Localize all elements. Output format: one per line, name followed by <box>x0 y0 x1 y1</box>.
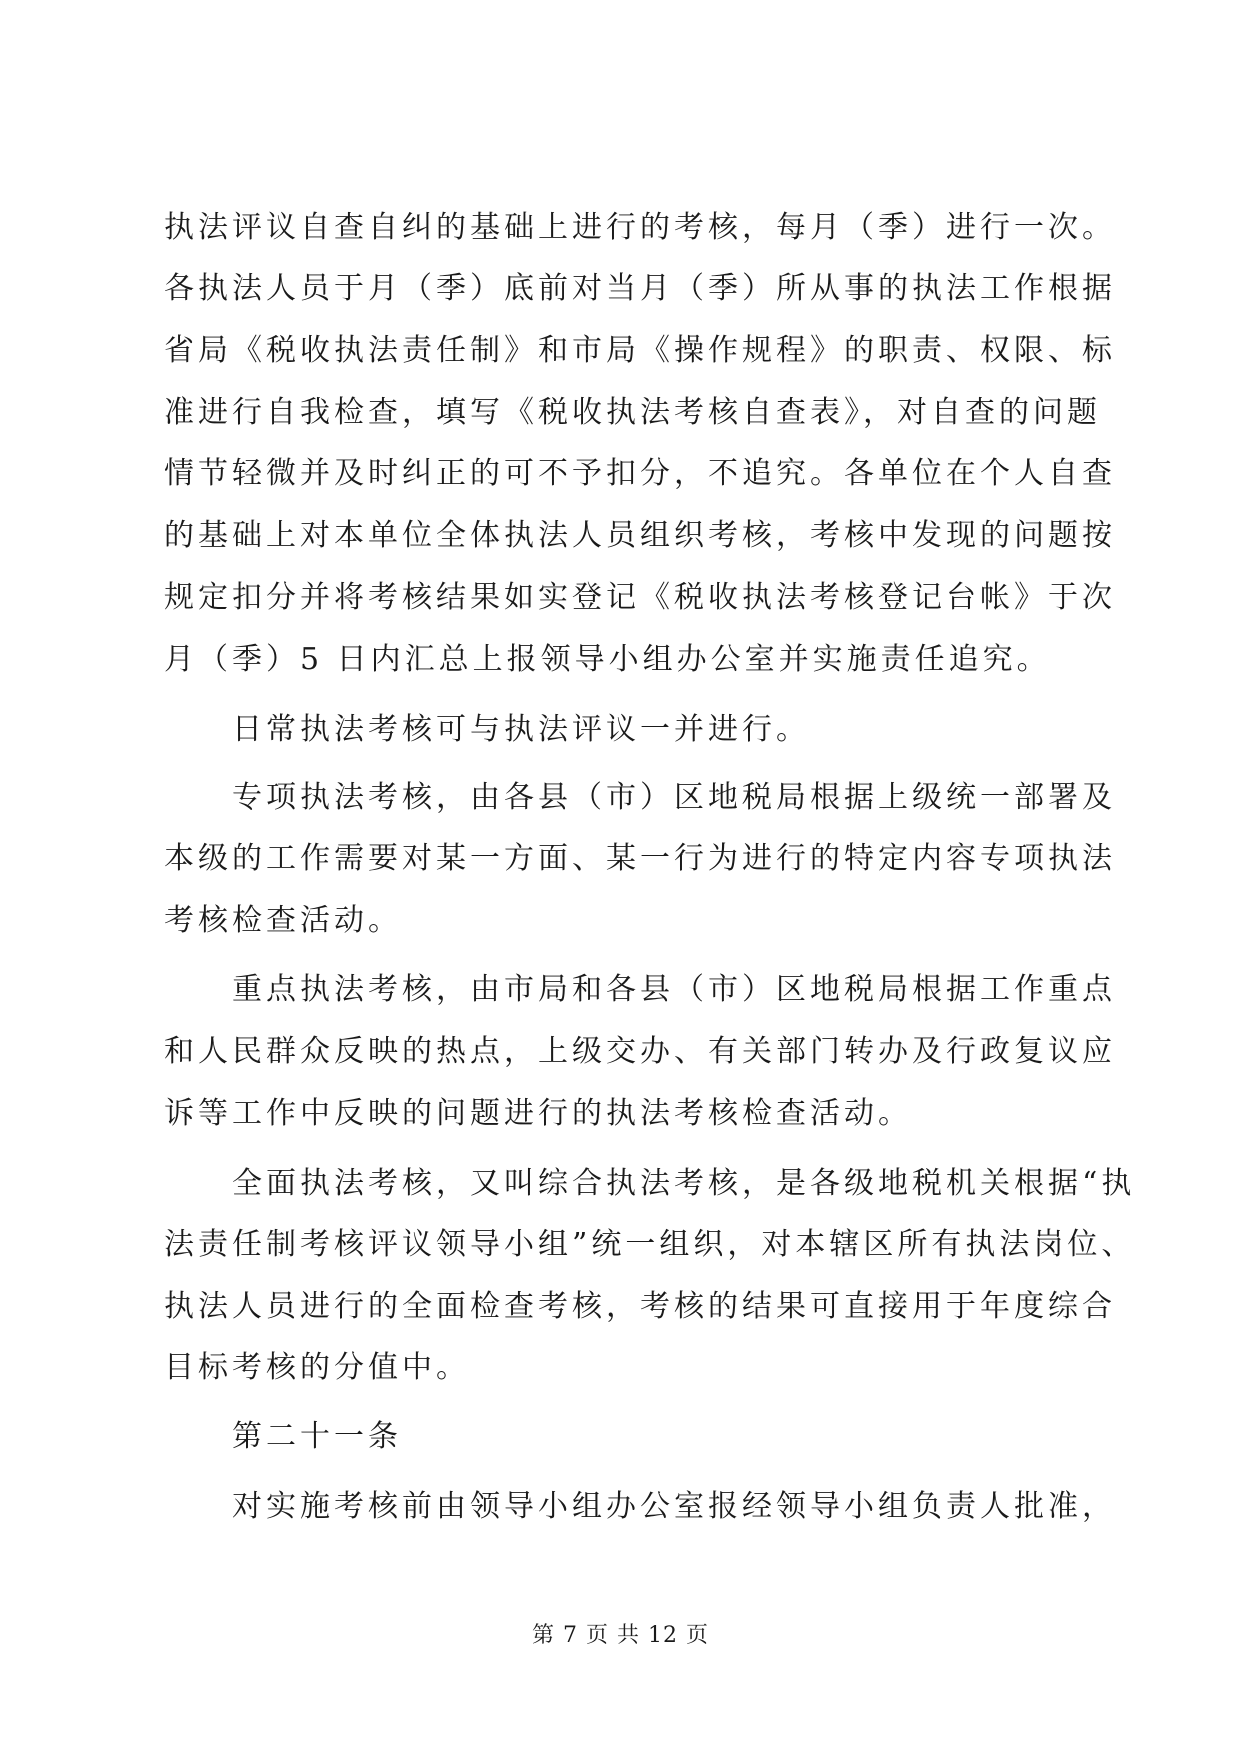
text-line: 情节轻微并及时纠正的可不予扣分，不追究。各单位在个人自查 <box>164 456 1116 491</box>
text-line: 各执法人员于月（季）底前对当月（季）所从事的执法工作根据 <box>164 271 1116 306</box>
text-line: 准进行自我检查，填写《税收执法考核自查表》，对自查的问题 <box>164 395 1101 430</box>
text-line: 本级的工作需要对某一方面、某一行为进行的特定内容专项执法 <box>164 841 1116 876</box>
text-line: 执法评议自查自纠的基础上进行的考核，每月（季）进行一次。 <box>164 210 1116 245</box>
text-line: 重点执法考核，由市局和各县（市）区地税局根据工作重点 <box>232 972 1116 1007</box>
page-footer: 第 7 页 共 12 页 <box>532 1623 709 1648</box>
text-line: 考核检查活动。 <box>164 903 402 938</box>
text-line: 对实施考核前由领导小组办公室报经领导小组负责人批准， <box>232 1489 1116 1524</box>
text-line: 专项执法考核，由各县（市）区地税局根据上级统一部署及 <box>232 780 1116 815</box>
text-line: 目标考核的分值中。 <box>164 1350 470 1385</box>
text-line: 和人民群众反映的热点，上级交办、有关部门转办及行政复议应 <box>164 1034 1116 1069</box>
text-line: 法责任制考核评议领导小组”统一组织，对本辖区所有执法岗位、 <box>164 1227 1136 1262</box>
text-line: 诉等工作中反映的问题进行的执法考核检查活动。 <box>164 1096 912 1131</box>
text-line: 日常执法考核可与执法评议一并进行。 <box>232 712 810 747</box>
text-line: 的基础上对本单位全体执法人员组织考核，考核中发现的问题按 <box>164 518 1116 553</box>
text-line: 省局《税收执法责任制》和市局《操作规程》的职责、权限、标 <box>164 333 1116 368</box>
text-line: 执法人员进行的全面检查考核，考核的结果可直接用于年度综合 <box>164 1289 1116 1324</box>
text-line: 第二十一条 <box>232 1419 402 1454</box>
text-line: 月（季）5 日内汇总上报领导小组办公室并实施责任追究。 <box>164 642 1051 677</box>
text-line: 规定扣分并将考核结果如实登记《税收执法考核登记台帐》于次 <box>164 580 1116 615</box>
text-line: 全面执法考核，又叫综合执法考核，是各级地税机关根据“执 <box>232 1166 1136 1201</box>
